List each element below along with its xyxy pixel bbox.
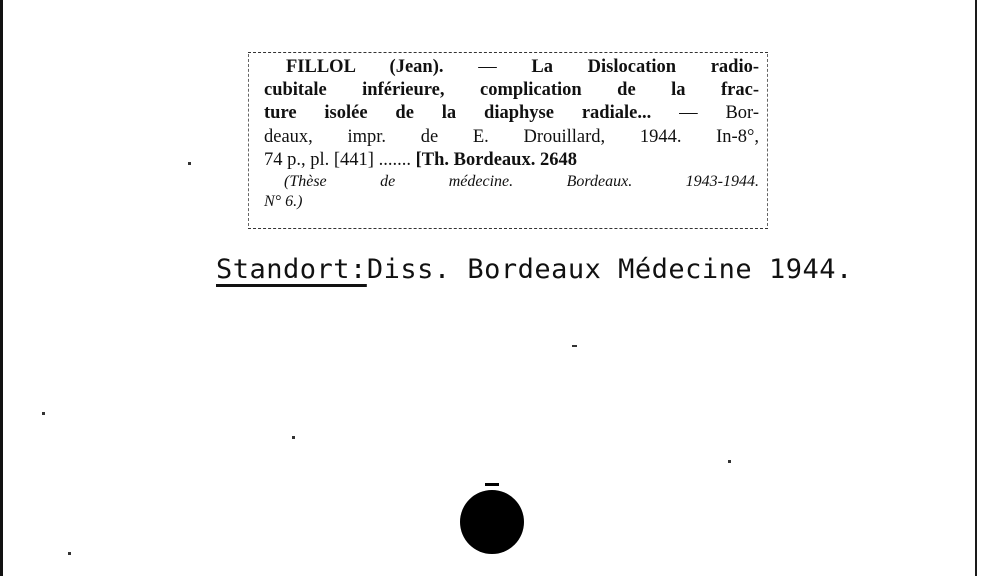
entry-line [264,56,759,79]
card-left-edge [0,0,3,576]
location-line [216,254,853,285]
entry-imprint-part: — Bor- [651,103,759,124]
entry-title-part: cubitale inférieure, complication de la frac- [264,80,759,101]
entry-title-part: La Dislocation radio- [531,57,760,77]
bibliographic-entry [264,56,759,212]
scan-speck [728,460,731,463]
punch-hole-notch [485,483,499,486]
scan-speck [572,345,577,347]
entry-note: N° 6.) [264,193,303,211]
location-label: Standort: [216,254,367,285]
entry-shelfmark: [Th. Bordeaux. 2648 [415,149,577,170]
entry-dash: — [443,57,532,77]
scan-speck [68,552,71,555]
pasted-catalog-clipping [248,46,770,232]
clipping-left-edge [248,54,249,226]
scan-speck [42,412,45,415]
entry-author: FILLOL (Jean). [286,57,444,77]
clipping-bottom-rule [248,228,768,229]
entry-line [264,126,759,149]
clipping-top-rule [248,52,768,53]
entry-line [264,102,759,125]
location-value: Diss. Bordeaux Médecine 1944. [366,254,853,285]
entry-note: (Thèse de médecine. Bordeaux. 1943-1944. [284,173,759,191]
scan-speck [188,162,191,165]
entry-title-part: ture isolée de la diaphyse radiale... [264,103,652,124]
clipping-right-edge [767,54,768,226]
entry-imprint-part: deaux, impr. de E. Drouillard, 1944. In-8°, [264,126,759,147]
entry-line [264,79,759,102]
punch-hole [460,490,524,554]
entry-collation: 74 p., pl. [441] ....... [264,149,416,170]
card-right-edge [975,0,977,576]
entry-line [264,149,759,172]
scan-speck [292,436,295,439]
